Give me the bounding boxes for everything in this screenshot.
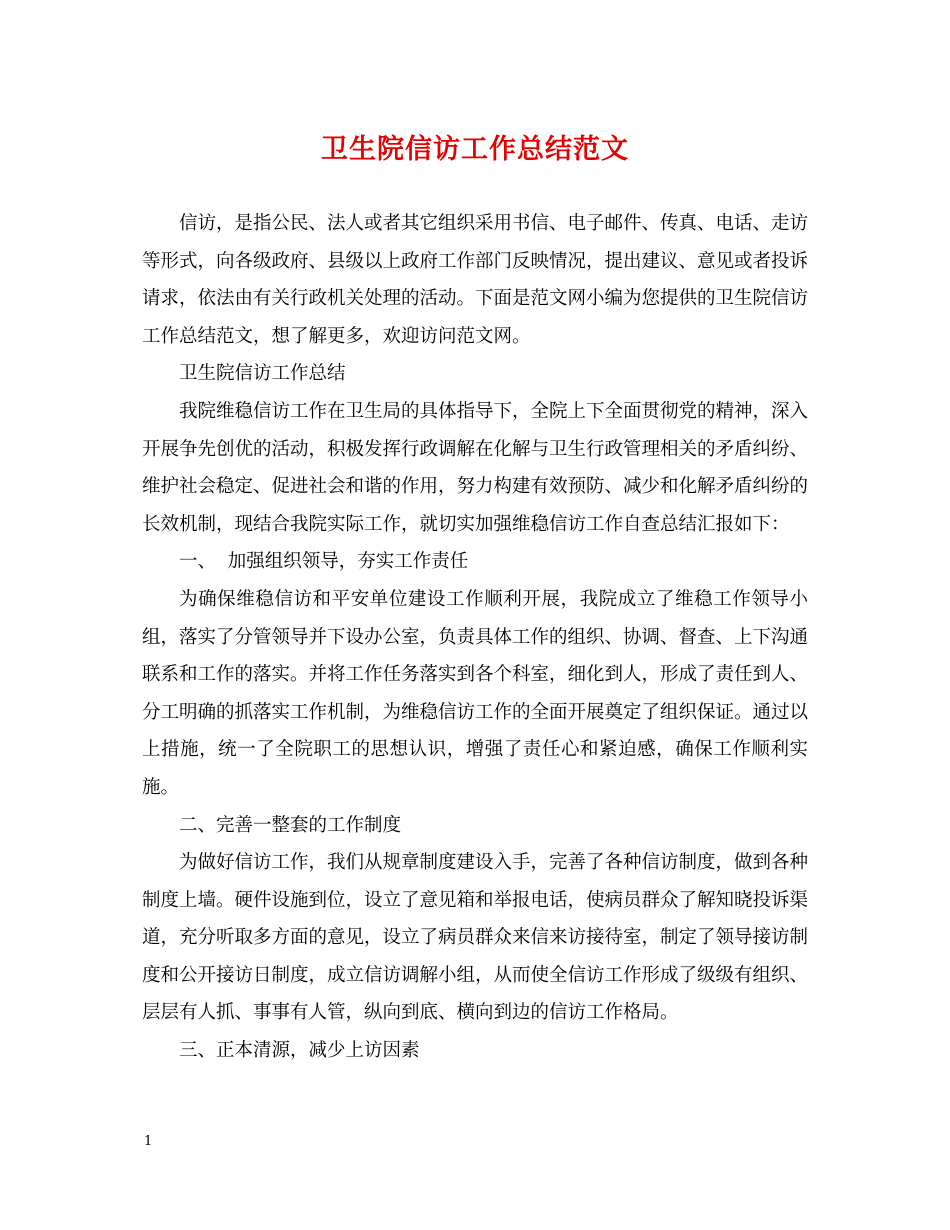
paragraph-subtitle: 卫生院信访工作总结: [179, 363, 346, 385]
paragraph-section-2: 为做好信访工作，我们从规章制度建设入手，完善了各种信访制度，做到各种制度上墙。硬件设施到位，设立了意见箱和举报电话，使病员群众了解知晓投诉渠道，充分听取多方面的意见，设立了病员群众来信来访接待室，制定了领导接访制度和公开接访日制度，成立信访调解小组，从而使全信访工作形成了级级有组织、层层有人抓、事事有人管，纵向到底、横向到边的信访工作格局。: [142, 852, 809, 1024]
document-title: 卫生院信访工作总结范文: [321, 134, 629, 165]
paragraph-intro: 信访，是指公民、法人或者其它组织采用书信、电子邮件、传真、电话、走访等形式，向各级政府、县级以上政府工作部门反映情况，提出建议、意见或者投诉请求，依法由有关行政机关处理的活动。下面是范文网小编为您提供的卫生院信访工作总结范文，想了解更多，欢迎访问范文网。: [142, 213, 809, 347]
section-heading-2: 二、完善一整套的工作制度: [179, 814, 402, 836]
paragraph-section-1: 为确保维稳信访和平安单位建设工作顺利开展，我院成立了维稳工作领导小组，落实了分管领导并下设办公室，负责具体工作的组织、协调、督查、上下沟通联系和工作的落实。并将工作任务落实到各个科室，细化到人，形成了责任到人、分工明确的抓落实工作机制，为维稳信访工作的全面开展奠定了组织保证。通过以上措施，统一了全院职工的思想认识，增强了责任心和紧迫感，确保工作顺利实施。: [142, 588, 809, 798]
section-heading-1: 一、 加强组织领导，夯实工作责任: [179, 551, 469, 573]
document-body: [142, 205, 808, 1070]
section-heading-3: 三、正本清源，减少上访因素: [179, 1040, 420, 1062]
paragraph-overview: 我院维稳信访工作在卫生局的具体指导下，全院上下全面贯彻党的精神，深入开展争先创优的活动，积极发挥行政调解在化解与卫生行政管理相关的矛盾纠纷、维护社会稳定、促进社会和谐的作用，努力构建有效预防、减少和化解矛盾纠纷的长效机制，现结合我院实际工作，就切实加强维稳信访工作自查总结汇报如下：: [142, 400, 809, 535]
page-number: 1: [144, 1134, 153, 1149]
